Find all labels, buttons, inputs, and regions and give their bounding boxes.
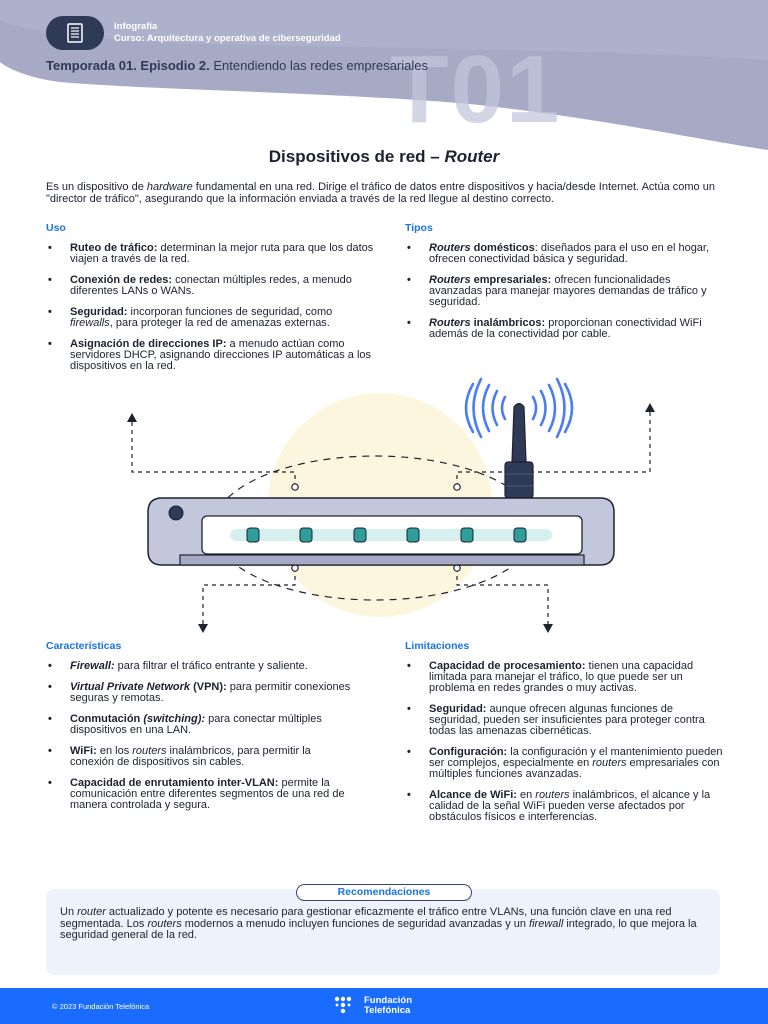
list-item: • Asignación de direcciones IP: a menudo actúan como servidores DHCP, asignando direcciones IP automáticas a los dispositivos en la red. — [46, 339, 376, 372]
list-item: • Configuración: la configuración y el mantenimiento pueden ser complejos, especialmente en routers empresariales con múltiples funciones avanzadas. — [405, 747, 723, 780]
intro-italic: hardware — [146, 181, 193, 193]
page-title — [0, 147, 768, 167]
limitaciones-list — [405, 661, 723, 833]
header-banner — [0, 0, 768, 150]
season-episode-label: Temporada 01. Episodio 2. — [46, 58, 210, 73]
season-watermark: T01 — [390, 36, 562, 143]
caracteristicas-list — [46, 661, 351, 821]
title-main: Dispositivos de red – — [268, 147, 445, 166]
brand-logo[interactable] — [334, 996, 412, 1016]
list-item: • WiFi: en los routers inalámbricos, para permitir la conexión de dispositivos sin cables. — [46, 746, 351, 768]
header-icon-badge — [46, 16, 104, 50]
list-item: • Conmutación (switching): para conectar múltiples dispositivos en una LAN. — [46, 714, 351, 736]
list-item: • Routers domésticos: diseñados para el uso en el hogar, ofrecen conectividad básica y seguridad. — [405, 243, 715, 265]
recommendations-text: Un router actualizado y potente es necesario para gestionar eficazmente el tráfico entre VLANs, una función clave en una red segmentada. Los routers modernos a menudo incluyen funciones de seguridad avanzadas y un firewall integrado, lo que mejora la seguridad general de la red. — [60, 906, 697, 941]
tipos-list — [405, 243, 715, 350]
uso-title: Uso — [46, 222, 66, 234]
list-item: • Seguridad: incorporan funciones de seguridad, como firewalls, para proteger la red de amenazas externas. — [46, 307, 376, 329]
header-kicker: Infografía — [114, 21, 158, 32]
list-item: • Virtual Private Network (VPN): para permitir conexiones seguras y remotas. — [46, 682, 351, 704]
router-illustration — [0, 375, 768, 640]
list-item: • Alcance de WiFi: en routers inalámbricos, el alcance y la calidad de la señal WiFi pueden verse afectados por obstáculos físicos e interferencias. — [405, 790, 723, 823]
footer — [0, 988, 768, 1024]
uso-list — [46, 243, 376, 382]
list-item: • Routers inalámbricos: proporcionan conectividad WiFi además de la conectividad por cable. — [405, 318, 715, 340]
title-italic: Router — [444, 147, 500, 166]
episode-title: Entendiendo las redes empresariales — [213, 58, 429, 73]
router-body — [148, 498, 614, 565]
intro-part-2: fundamental en una red. Dirige el tráfico de datos entre dispositivos y hacia/desde Internet. Actúa como un "director de tráfico", asegurando que la información enviada a través de la red llegue al destino correcto. — [46, 181, 715, 205]
tipos-title: Tipos — [405, 222, 433, 234]
intro-paragraph — [46, 182, 722, 205]
intro-part-1: Es un dispositivo de — [46, 181, 147, 193]
telefonica-dots-icon — [334, 996, 358, 1016]
list-item: • Ruteo de tráfico: determinan la mejor ruta para que los datos viajen a través de la red. — [46, 243, 376, 265]
recommendations-title: Recomendaciones — [296, 884, 472, 901]
caracteristicas-title: Características — [46, 640, 122, 652]
list-item: • Conexión de redes: conectan múltiples redes, a menudo diferentes LANs o WANs. — [46, 275, 376, 297]
router-antenna — [505, 404, 533, 499]
list-item: • Seguridad: aunque ofrecen algunas funciones de seguridad, pueden ser insuficientes para proteger contra todas las amenazas cibernéticas. — [405, 704, 723, 737]
header-episode — [46, 58, 428, 73]
header-course: Curso: Arquitectura y operativa de ciberseguridad — [114, 33, 341, 44]
list-item: • Routers empresariales: ofrecen funcionalidades avanzadas para manejar mayores demandas de tráfico y seguridad. — [405, 275, 715, 308]
limitaciones-title: Limitaciones — [405, 640, 470, 652]
list-item: • Firewall: para filtrar el tráfico entrante y saliente. — [46, 661, 351, 672]
copyright: © 2023 Fundación Telefónica — [52, 1002, 150, 1011]
list-item: • Capacidad de procesamiento: tienen una capacidad limitada para manejar el tráfico, lo que puede ser un problema en redes grandes o muy activas. — [405, 661, 723, 694]
document-icon — [64, 22, 86, 44]
brand-name: Fundación Telefónica — [364, 995, 413, 1016]
list-item: • Capacidad de enrutamiento inter-VLAN: permite la comunicación entre diferentes segmentos de una red de manera controlada y segura. — [46, 778, 351, 811]
